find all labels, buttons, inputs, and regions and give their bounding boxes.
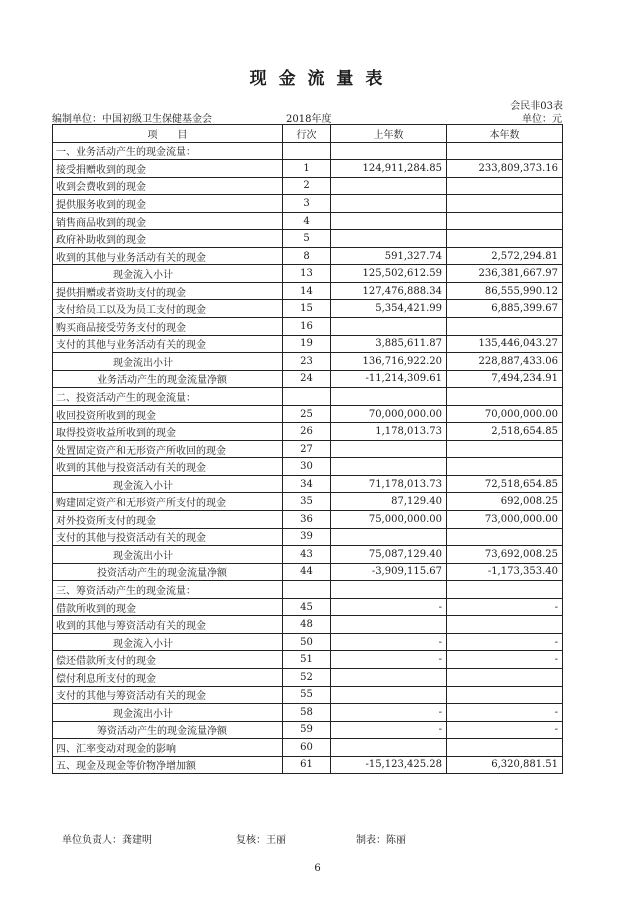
row-line-number: 16 (283, 318, 331, 336)
table-row (53, 142, 563, 160)
row-line-number: 59 (283, 721, 331, 739)
row-current-year: - (447, 721, 563, 739)
row-item: 支付给员工以及为员工支付的现金 (53, 300, 283, 318)
table-row (53, 230, 563, 248)
table-row (53, 335, 563, 353)
row-current-year: 233,809,373.16 (447, 160, 563, 178)
row-previous-year (331, 581, 447, 599)
row-line-number: 51 (283, 651, 331, 669)
row-previous-year: 591,327.74 (331, 247, 447, 265)
row-item: 支付的其他与投资活动有关的现金 (53, 528, 283, 546)
row-line-number (283, 142, 331, 160)
table-row (53, 668, 563, 686)
table-row (53, 160, 563, 178)
row-line-number: 35 (283, 493, 331, 511)
row-current-year (447, 528, 563, 546)
row-previous-year: 87,129.40 (331, 493, 447, 511)
row-item: 支付的其他与筹资活动有关的现金 (53, 686, 283, 704)
row-line-number: 34 (283, 475, 331, 493)
responsible-person: 单位负责人：龚建明 (62, 835, 152, 846)
row-previous-year (331, 195, 447, 213)
row-previous-year: 75,087,129.40 (331, 546, 447, 564)
row-item: 业务活动产生的现金流量净额 (53, 370, 283, 388)
row-item: 现金流出小计 (53, 353, 283, 371)
row-current-year (447, 177, 563, 195)
row-previous-year: - (331, 721, 447, 739)
row-previous-year (331, 318, 447, 336)
row-line-number: 14 (283, 282, 331, 300)
header-current-year: 本年数 (447, 125, 563, 143)
table-row (53, 318, 563, 336)
currency-unit: 单位：元 (522, 114, 562, 125)
row-item: 现金流出小计 (53, 704, 283, 722)
table-row (53, 458, 563, 476)
row-line-number: 61 (283, 756, 331, 774)
report-year: 2018年度 (286, 114, 332, 125)
row-line-number: 8 (283, 247, 331, 265)
row-item: 政府补助收到的现金 (53, 230, 283, 248)
row-item: 销售商品收到的现金 (53, 212, 283, 230)
row-line-number: 3 (283, 195, 331, 213)
table-row (53, 353, 563, 371)
row-previous-year (331, 458, 447, 476)
row-current-year (447, 739, 563, 757)
row-current-year: 72,518,654.85 (447, 475, 563, 493)
row-item: 取得投资收益所收到的现金 (53, 423, 283, 441)
row-line-number: 55 (283, 686, 331, 704)
row-line-number: 48 (283, 616, 331, 634)
row-line-number (283, 581, 331, 599)
row-item: 五、现金及现金等价物净增加额 (53, 756, 283, 774)
row-current-year (447, 212, 563, 230)
table-row (53, 598, 563, 616)
row-current-year (447, 581, 563, 599)
row-line-number (283, 388, 331, 406)
table-row (53, 528, 563, 546)
row-current-year: 135,446,043.27 (447, 335, 563, 353)
organization-label: 编制单位：中国初级卫生保健基金会 (52, 114, 212, 125)
table-row (53, 704, 563, 722)
row-item: 二、投资活动产生的现金流量： (53, 388, 283, 406)
table-row (53, 739, 563, 757)
page-title: 现 金 流 量 表 (249, 69, 386, 89)
row-item: 接受捐赠收到的现金 (53, 160, 283, 178)
row-line-number: 13 (283, 265, 331, 283)
row-item: 偿还借款所支付的现金 (53, 651, 283, 669)
row-previous-year: 125,502,612.59 (331, 265, 447, 283)
reviewer: 复核：王丽 (236, 835, 286, 846)
table-row (53, 616, 563, 634)
report-header-row (52, 110, 562, 124)
table-row (53, 177, 563, 195)
row-previous-year: 127,476,888.34 (331, 282, 447, 300)
row-current-year: 70,000,000.00 (447, 405, 563, 423)
table-row (53, 511, 563, 529)
row-current-year: 236,381,667.97 (447, 265, 563, 283)
row-line-number: 4 (283, 212, 331, 230)
row-line-number: 39 (283, 528, 331, 546)
header-line-number: 行次 (283, 125, 331, 143)
row-current-year: 2,518,654.85 (447, 423, 563, 441)
row-line-number: 24 (283, 370, 331, 388)
row-previous-year (331, 230, 447, 248)
row-line-number: 1 (283, 160, 331, 178)
preparer: 制表：陈丽 (356, 835, 406, 846)
row-item: 收到的其他与筹资活动有关的现金 (53, 616, 283, 634)
table-row (53, 563, 563, 581)
row-previous-year: - (331, 598, 447, 616)
header-item: 项 目 (53, 125, 283, 143)
table-row (53, 212, 563, 230)
row-current-year (447, 230, 563, 248)
row-line-number: 36 (283, 511, 331, 529)
table-row (53, 265, 563, 283)
table-row (53, 475, 563, 493)
row-current-year (447, 195, 563, 213)
row-current-year: 73,692,008.25 (447, 546, 563, 564)
row-item: 收到的其他与业务活动有关的现金 (53, 247, 283, 265)
row-item: 提供捐赠或者资助支付的现金 (53, 282, 283, 300)
row-line-number: 52 (283, 668, 331, 686)
table-row (53, 546, 563, 564)
row-current-year: - (447, 633, 563, 651)
row-item: 筹资活动产生的现金流量净额 (53, 721, 283, 739)
row-previous-year (331, 388, 447, 406)
row-line-number: 27 (283, 440, 331, 458)
row-item: 对外投资所支付的现金 (53, 511, 283, 529)
table-row (53, 195, 563, 213)
signature-footer (62, 831, 542, 845)
row-item: 一、业务活动产生的现金流量： (53, 142, 283, 160)
row-line-number: 45 (283, 598, 331, 616)
row-current-year: 6,320,881.51 (447, 756, 563, 774)
row-current-year: 692,008.25 (447, 493, 563, 511)
row-previous-year (331, 668, 447, 686)
row-previous-year (331, 177, 447, 195)
table-row (53, 756, 563, 774)
row-item: 现金流入小计 (53, 633, 283, 651)
row-item: 现金流出小计 (53, 546, 283, 564)
row-previous-year (331, 616, 447, 634)
table-row (53, 440, 563, 458)
row-line-number: 26 (283, 423, 331, 441)
row-line-number: 30 (283, 458, 331, 476)
row-current-year (447, 458, 563, 476)
row-previous-year: -3,909,115.67 (331, 563, 447, 581)
row-item: 借款所收到的现金 (53, 598, 283, 616)
row-item: 购买商品接受劳务支付的现金 (53, 318, 283, 336)
row-item: 投资活动产生的现金流量净额 (53, 563, 283, 581)
table-row (53, 423, 563, 441)
row-current-year: 7,494,234.91 (447, 370, 563, 388)
row-item: 收回投资所收到的现金 (53, 405, 283, 423)
row-previous-year: 124,911,284.85 (331, 160, 447, 178)
header-previous-year: 上年数 (331, 125, 447, 143)
row-line-number: 23 (283, 353, 331, 371)
row-item: 偿付利息所支付的现金 (53, 668, 283, 686)
row-line-number: 25 (283, 405, 331, 423)
row-line-number: 60 (283, 739, 331, 757)
row-current-year: 73,000,000.00 (447, 511, 563, 529)
row-item: 三、筹资活动产生的现金流量： (53, 581, 283, 599)
row-line-number: 2 (283, 177, 331, 195)
row-previous-year: 1,178,013.73 (331, 423, 447, 441)
row-previous-year: 136,716,922.20 (331, 353, 447, 371)
row-previous-year: -11,214,309.61 (331, 370, 447, 388)
row-line-number: 44 (283, 563, 331, 581)
table-row (53, 388, 563, 406)
row-previous-year: - (331, 633, 447, 651)
row-current-year: 6,885,399.67 (447, 300, 563, 318)
row-previous-year (331, 739, 447, 757)
row-previous-year: - (331, 704, 447, 722)
row-previous-year: - (331, 651, 447, 669)
row-current-year: 2,572,294.81 (447, 247, 563, 265)
row-item: 收到会费收到的现金 (53, 177, 283, 195)
table-body (53, 142, 563, 774)
page-number: 6 (314, 863, 321, 874)
row-item: 四、汇率变动对现金的影响 (53, 739, 283, 757)
row-line-number: 43 (283, 546, 331, 564)
table-row (53, 686, 563, 704)
row-previous-year: 71,178,013.73 (331, 475, 447, 493)
table-row (53, 247, 563, 265)
row-current-year: 86,555,990.12 (447, 282, 563, 300)
row-item: 现金流入小计 (53, 265, 283, 283)
row-previous-year: 70,000,000.00 (331, 405, 447, 423)
row-current-year (447, 318, 563, 336)
cash-flow-table (52, 124, 563, 774)
row-current-year: - (447, 598, 563, 616)
row-previous-year: 5,354,421.99 (331, 300, 447, 318)
row-item: 现金流入小计 (53, 475, 283, 493)
row-line-number: 5 (283, 230, 331, 248)
row-line-number: 15 (283, 300, 331, 318)
row-item: 收到的其他与投资活动有关的现金 (53, 458, 283, 476)
row-previous-year: 3,885,611.87 (331, 335, 447, 353)
table-row (53, 405, 563, 423)
row-item: 处置固定资产和无形资产所收回的现金 (53, 440, 283, 458)
row-current-year (447, 142, 563, 160)
row-previous-year (331, 142, 447, 160)
table-row (53, 370, 563, 388)
row-line-number: 19 (283, 335, 331, 353)
row-item: 提供服务收到的现金 (53, 195, 283, 213)
row-current-year (447, 686, 563, 704)
table-row (53, 282, 563, 300)
table-header-row (53, 125, 563, 143)
form-code: 会民非03表 (510, 101, 563, 112)
row-item: 购建固定资产和无形资产所支付的现金 (53, 493, 283, 511)
row-current-year (447, 440, 563, 458)
row-item: 支付的其他与业务活动有关的现金 (53, 335, 283, 353)
table-row (53, 721, 563, 739)
row-previous-year: 75,000,000.00 (331, 511, 447, 529)
row-current-year: - (447, 651, 563, 669)
row-previous-year (331, 528, 447, 546)
row-current-year (447, 668, 563, 686)
table-row (53, 581, 563, 599)
row-current-year: 228,887,433.06 (447, 353, 563, 371)
row-current-year: - (447, 704, 563, 722)
table-row (53, 493, 563, 511)
row-line-number: 58 (283, 704, 331, 722)
table-row (53, 651, 563, 669)
row-previous-year (331, 440, 447, 458)
row-previous-year (331, 212, 447, 230)
row-line-number: 50 (283, 633, 331, 651)
row-current-year (447, 388, 563, 406)
table-row (53, 300, 563, 318)
row-previous-year: -15,123,425.28 (331, 756, 447, 774)
row-previous-year (331, 686, 447, 704)
table-row (53, 633, 563, 651)
row-current-year: -1,173,353.40 (447, 563, 563, 581)
row-current-year (447, 616, 563, 634)
